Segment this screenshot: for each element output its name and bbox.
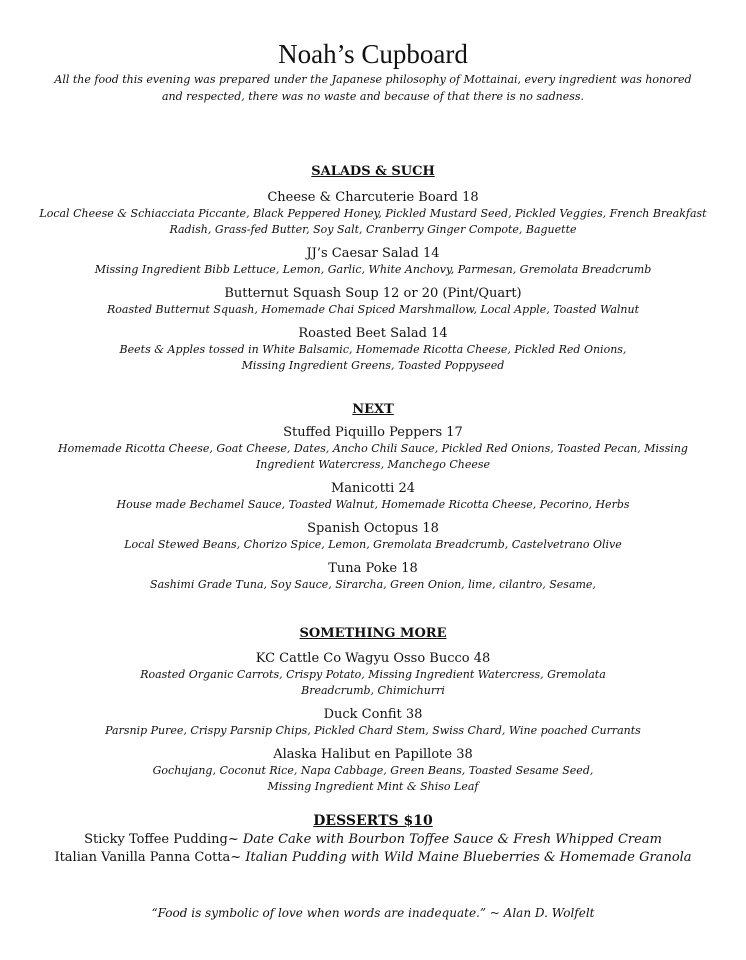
closing-quote: “Food is symbolic of love when words are inadequate.” ~ Alan D. Wolfelt (151, 906, 595, 920)
dish-description: Roasted Organic Carrots, Crispy Potato, Missing Ingredient Watercress, Gremolata Breadcrumb, Chimichurri (140, 668, 606, 697)
dessert-name: Italian Vanilla Panna Cotta~ (54, 850, 246, 865)
dish-description: Beets & Apples tossed in White Balsamic, Homemade Ricotta Cheese, Pickled Red Onions, Missing Ingredient Greens, Toasted Poppyseed (119, 343, 627, 372)
dish-name: Cheese & Charcuterie Board 18 (267, 190, 479, 205)
dish-name: Stuffed Piquillo Peppers 17 (283, 425, 463, 440)
dish-name: Tuna Poke 18 (328, 561, 418, 576)
intro-text: All the food this evening was prepared under the Japanese philosophy of Mottainai, every ingredient was honored and respected, there was no waste and because of that there is no sadness. (54, 73, 692, 103)
restaurant-title: Noah’s Cupboard (278, 39, 468, 69)
dish-name: Spanish Octopus 18 (307, 521, 439, 536)
section-title-something-more: SOMETHING MORE (299, 626, 447, 641)
dish-description: Missing Ingredient Bibb Lettuce, Lemon, Garlic, White Anchovy, Parmesan, Gremolata Breadcrumb (94, 263, 652, 276)
dish-name: Roasted Beet Salad 14 (298, 326, 448, 341)
dish-description: Gochujang, Coconut Rice, Napa Cabbage, Green Beans, Toasted Sesame Seed, Missing Ingredient Mint & Shiso Leaf (152, 764, 594, 793)
dish-name: Duck Confit 38 (323, 707, 423, 722)
dessert-name: Sticky Toffee Pudding~ (84, 832, 243, 847)
dish-description: Roasted Butternut Squash, Homemade Chai Spiced Marshmallow, Local Apple, Toasted Walnut (106, 303, 639, 316)
dish-name: Butternut Squash Soup 12 or 20 (Pint/Quart) (224, 286, 522, 301)
section-title-salads: SALADS & SUCH (311, 164, 435, 179)
section-title-next: NEXT (352, 402, 394, 417)
dish-description: Parsnip Puree, Crispy Parsnip Chips, Pickled Chard Stem, Swiss Chard, Wine poached Currants (105, 724, 641, 737)
dish-name: Manicotti 24 (331, 481, 415, 496)
dish-name: JJ’s Caesar Salad 14 (306, 246, 440, 261)
dessert-item (0, 831, 746, 849)
dish-description: Local Stewed Beans, Chorizo Spice, Lemon, Gremolata Breadcrumb, Castelvetrano Olive (124, 538, 622, 551)
dish-name: KC Cattle Co Wagyu Osso Bucco 48 (255, 651, 491, 666)
dish-name: Alaska Halibut en Papillote 38 (273, 747, 473, 762)
dessert-description: Date Cake with Bourbon Toffee Sauce & Fresh Whipped Cream (242, 832, 662, 847)
section-title-desserts: DESSERTS $10 (313, 813, 433, 829)
dish-description: Local Cheese & Schiacciata Piccante, Black Peppered Honey, Pickled Mustard Seed, Pickled Veggies, French Breakfast Radish, Grass-fed Butter, Soy Salt, Cranberry Ginger Compote, Baguette (39, 207, 707, 236)
dessert-description: Italian Pudding with Wild Maine Blueberries & Homemade Granola (245, 850, 692, 865)
dish-description: Sashimi Grade Tuna, Soy Sauce, Sirarcha, Green Onion, lime, cilantro, Sesame, (150, 578, 596, 591)
dessert-item (0, 849, 746, 867)
dish-description: Homemade Ricotta Cheese, Goat Cheese, Dates, Ancho Chili Sauce, Pickled Red Onions, Toasted Pecan, Missing Ingredient Watercress, Manchego Cheese (58, 442, 688, 471)
dish-description: House made Bechamel Sauce, Toasted Walnut, Homemade Ricotta Cheese, Pecorino, Herbs (116, 498, 630, 511)
